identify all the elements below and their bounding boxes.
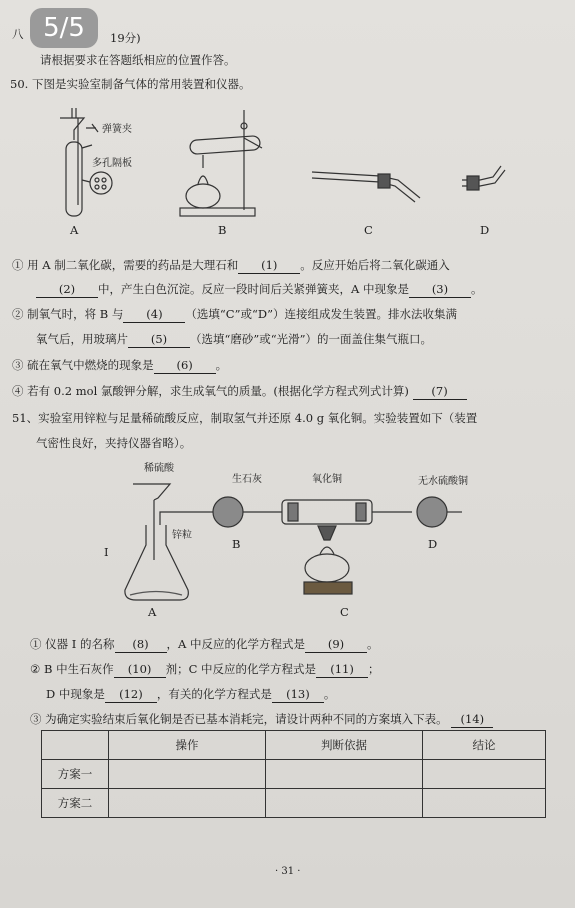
q50-line-5: ③ 硫在氧气中燃烧的现象是 (6) 。 bbox=[12, 358, 228, 372]
fig51-label-C: C bbox=[340, 605, 349, 619]
answer-cell[interactable] bbox=[266, 760, 423, 789]
quicklime-label: 生石灰 bbox=[232, 474, 262, 485]
table-row bbox=[42, 760, 546, 789]
answer-cell[interactable] bbox=[266, 789, 423, 818]
q51-line-6: ③ 为确定实验结束后氧化铜是否已基本消耗完，请设计两种不同的方案填入下表。 (14) bbox=[30, 711, 493, 728]
q50-line-2: (2) 中，产生白色沉淀。反应一段时间后关紧弹簧夹，A 中现象是 (3) 。 bbox=[36, 281, 482, 298]
q50-line-4: 氧气后，用玻璃片 (5) （选填“磨砂”或“光滑”）的一面盖住集气瓶口。 bbox=[36, 332, 433, 346]
fig51-label-A: A bbox=[148, 605, 157, 619]
answer-cell[interactable] bbox=[109, 789, 266, 818]
answer-table bbox=[41, 730, 546, 818]
fig51-label-B: B bbox=[232, 537, 241, 551]
section-prefix: 八 bbox=[12, 27, 24, 41]
page-number: · 31 · bbox=[275, 866, 301, 877]
spring-clip-label: 弹簧夹 bbox=[102, 124, 132, 135]
cuso4-label: 无水硫酸铜 bbox=[418, 476, 468, 487]
table-header-cell bbox=[42, 731, 109, 760]
q50-line-1: ① 用 A 制二氧化碳，需要的药品是大理石和 (1) 。反应开始后将二氧化碳通入 bbox=[12, 258, 450, 272]
instrument-I-label: I bbox=[104, 545, 109, 559]
fig-label-D: D bbox=[480, 223, 490, 237]
q50-line-6: ④ 若有 0.2 mol 氯酸钾分解，求生成氧气的质量。(根据化学方程式列式计算) (7) bbox=[12, 383, 467, 400]
zinc-label: 锌粒 bbox=[172, 530, 192, 541]
answer-cell[interactable] bbox=[423, 789, 546, 818]
q51-line-5: D 中现象是 (12) ，有关的化学方程式是 (13) 。 bbox=[46, 687, 336, 701]
dilute-acid-label: 稀硫酸 bbox=[144, 463, 174, 474]
scheme-label: 方案一 bbox=[42, 760, 109, 789]
q51-line-1: 51、实验室用锌粒与足量稀硫酸反应，制取氢气并还原 4.0 g 氧化铜。实验装置如下（装置 bbox=[12, 411, 478, 425]
q50-title: 50. 下图是实验室制备气体的常用装置和仪器。 bbox=[10, 77, 251, 91]
q51-line-2: 气密性良好，夹持仪器省略）。 bbox=[36, 436, 192, 450]
q50-line-3: ② 制氧气时，将 B 与 (4) （选填“C”或“D”）连接组成发生装置。排水法收集满 bbox=[12, 307, 457, 321]
answer-cell[interactable] bbox=[109, 760, 266, 789]
fig-label-C: C bbox=[364, 223, 373, 237]
q51-line-4: ② B 中生石灰作 (10) 剂；C 中反应的化学方程式是 (11) ； bbox=[30, 662, 380, 676]
section-score: 19分) bbox=[110, 31, 141, 45]
section-instruction: 请根据要求在答题纸相应的位置作答。 bbox=[40, 53, 236, 67]
fig-label-B: B bbox=[218, 223, 227, 237]
table-header-cell: 操作 bbox=[109, 731, 266, 760]
table-header-cell: 结论 bbox=[423, 731, 546, 760]
scheme-label: 方案二 bbox=[42, 789, 109, 818]
answer-cell[interactable] bbox=[423, 760, 546, 789]
table-row bbox=[42, 789, 546, 818]
fig51-label-D: D bbox=[428, 537, 438, 551]
porous-plate-label: 多孔隔板 bbox=[92, 158, 132, 169]
table-header-row bbox=[42, 731, 546, 760]
fig-label-A: A bbox=[70, 223, 79, 237]
table-header-cell: 判断依据 bbox=[266, 731, 423, 760]
copper-oxide-label: 氧化铜 bbox=[312, 474, 342, 485]
q51-line-3: ① 仪器 I 的名称 (8) ，A 中反应的化学方程式是 (9) 。 bbox=[30, 637, 379, 651]
page-counter-badge: 5/5 bbox=[30, 8, 98, 48]
